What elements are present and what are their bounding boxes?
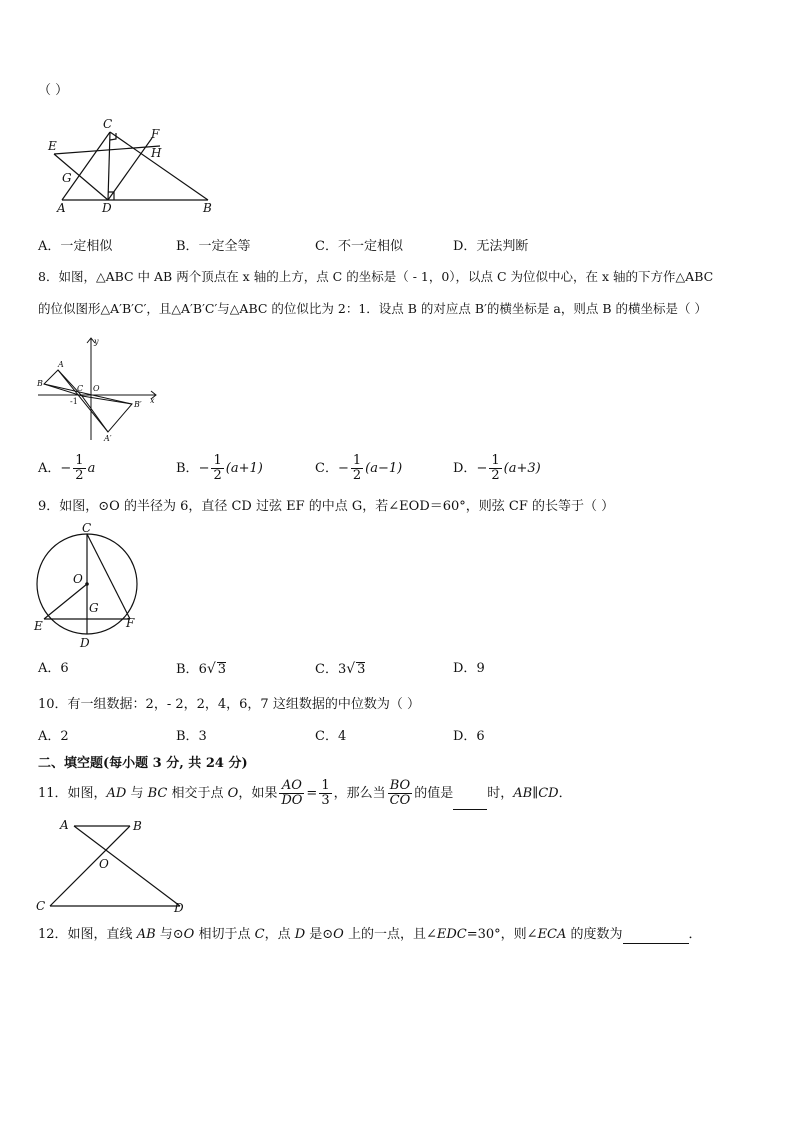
q10-stem: 10．有一组数据：2，- 2，2，4，6，7 这组数据的中位数为（ ） (38, 697, 420, 712)
q7-line-df (108, 138, 152, 200)
q8-line-bb1 (44, 384, 132, 404)
q11-label-a: A (60, 818, 69, 832)
q9-label-g: G (89, 601, 99, 615)
q9-option-a: A．6 (38, 661, 69, 676)
q7-figure (40, 112, 230, 222)
q9-label-f: F (126, 616, 135, 630)
q9-segment-oe (44, 584, 87, 619)
q9-stem: 9．如图，⊙O 的半径为 6，直径 CD 过弦 EF 的中点 G，若∠EOD＝60°，则弦 CF 的长等于（ ） (38, 499, 615, 514)
q7-label-h: H (151, 146, 162, 160)
q7-label-a: A (57, 201, 66, 215)
q8-stem-line1: 8．如图，△ABC 中 AB 两个顶点在 x 轴的上方，点 C 的坐标是（ - 1，0），以点 C 为位似中心，在 x 轴的下方作△ABC (38, 269, 714, 284)
q10-option-c: C．4 (315, 729, 347, 744)
q12-stem: 12．如图，直线 AB 与⊙O 相切于点 C，点 D 是⊙O 上的一点，且∠EDC=30°，则∠ECA 的度数为 ． (38, 927, 702, 942)
q7-option-b: B．一定全等 (176, 239, 251, 254)
q11-answer-blank (453, 795, 487, 810)
q9-option-c: C．3√ 3 (315, 661, 366, 677)
q8-label-minus1: -1 (70, 397, 78, 406)
q8-stem-line2: 的位似图形△A′B′C′，且△A′B′C′与△ABC 的位似比为 2：1．设点 B 的对应点 B′的横坐标是 a，则点 B 的横坐标是（ ） (38, 301, 707, 316)
q9-option-d: D．9 (453, 661, 485, 676)
q7-line-cb (110, 132, 208, 200)
q7-label-f: F (151, 127, 160, 141)
q8-label-a: A (58, 360, 64, 369)
q7-option-c: C．不一定相似 (315, 239, 403, 254)
q9-label-c: C (82, 521, 92, 535)
q9-figure (30, 516, 142, 650)
q9-label-d: D (80, 636, 90, 650)
q11-label-c: C (36, 899, 46, 913)
q8-label-a1: A′ (104, 434, 112, 443)
q12-answer-blank (623, 929, 689, 944)
q9-center-dot (85, 582, 89, 586)
q10-option-a: A．2 (38, 729, 69, 744)
q9-option-b: B．6√ 3 (176, 661, 227, 677)
q7-option-a: A．一定相似 (38, 239, 113, 254)
q7-label-g: G (62, 171, 72, 185)
q8-option-c: C．− $\frac{1}{2}$ (a−1) (315, 453, 403, 483)
q11-stem: 11．如图，AD 与 BC 相交于点 O，如果 $\frac{AO}{DO}$ = $\frac{1}{3}$ ，那么当 $\frac{BO}{CO}$ 的值是 时，AB∥CD． (38, 778, 572, 808)
q8-figure (36, 334, 160, 444)
q8-label-b1: B′ (134, 400, 142, 409)
q11-frac-bo-co: $\frac{BO}{CO}$ (389, 778, 411, 808)
q9-label-o: O (73, 572, 83, 586)
q7-label-d: D (102, 201, 112, 215)
q8-label-o: O (93, 384, 100, 393)
q11-label-d: D (174, 901, 184, 915)
q10-option-b: B．3 (176, 729, 207, 744)
q8-option-d: D．− $\frac{1}{2}$ (a+3) (453, 453, 541, 483)
q11-figure (34, 814, 194, 918)
section-2-title: 二、填空题(每小题 3 分, 共 24 分) (38, 756, 248, 771)
q7-stem-tail: （ ） (38, 83, 69, 98)
q8-label-b: B (37, 379, 43, 388)
q10-option-d: D．6 (453, 729, 485, 744)
q8-line-aa1 (58, 370, 108, 432)
q7-label-e: E (48, 139, 57, 153)
q7-label-b: B (203, 201, 212, 215)
q11-label-o: O (99, 857, 109, 871)
q11-label-b: B (133, 819, 142, 833)
q8-label-c: C (77, 384, 84, 393)
q7-line-cd (108, 132, 110, 200)
q11-frac-ao-do: $\frac{AO}{DO}$ (281, 778, 303, 808)
q7-option-d: D．无法判断 (453, 239, 529, 254)
q8-option-b: B．− $\frac{1}{2}$ (a+1) (176, 453, 263, 483)
q8-label-x: x (150, 396, 155, 405)
q8-label-y: y (94, 337, 99, 346)
q8-triangle-a1b1c1 (82, 396, 132, 432)
q7-label-c: C (103, 117, 113, 131)
q9-label-e: E (34, 619, 43, 633)
q11-frac-1-3: $\frac{1}{3}$ (321, 778, 330, 808)
q7-line-ac (62, 132, 110, 200)
q8-option-a: A．− $\frac{1}{2}$ a (38, 453, 96, 483)
